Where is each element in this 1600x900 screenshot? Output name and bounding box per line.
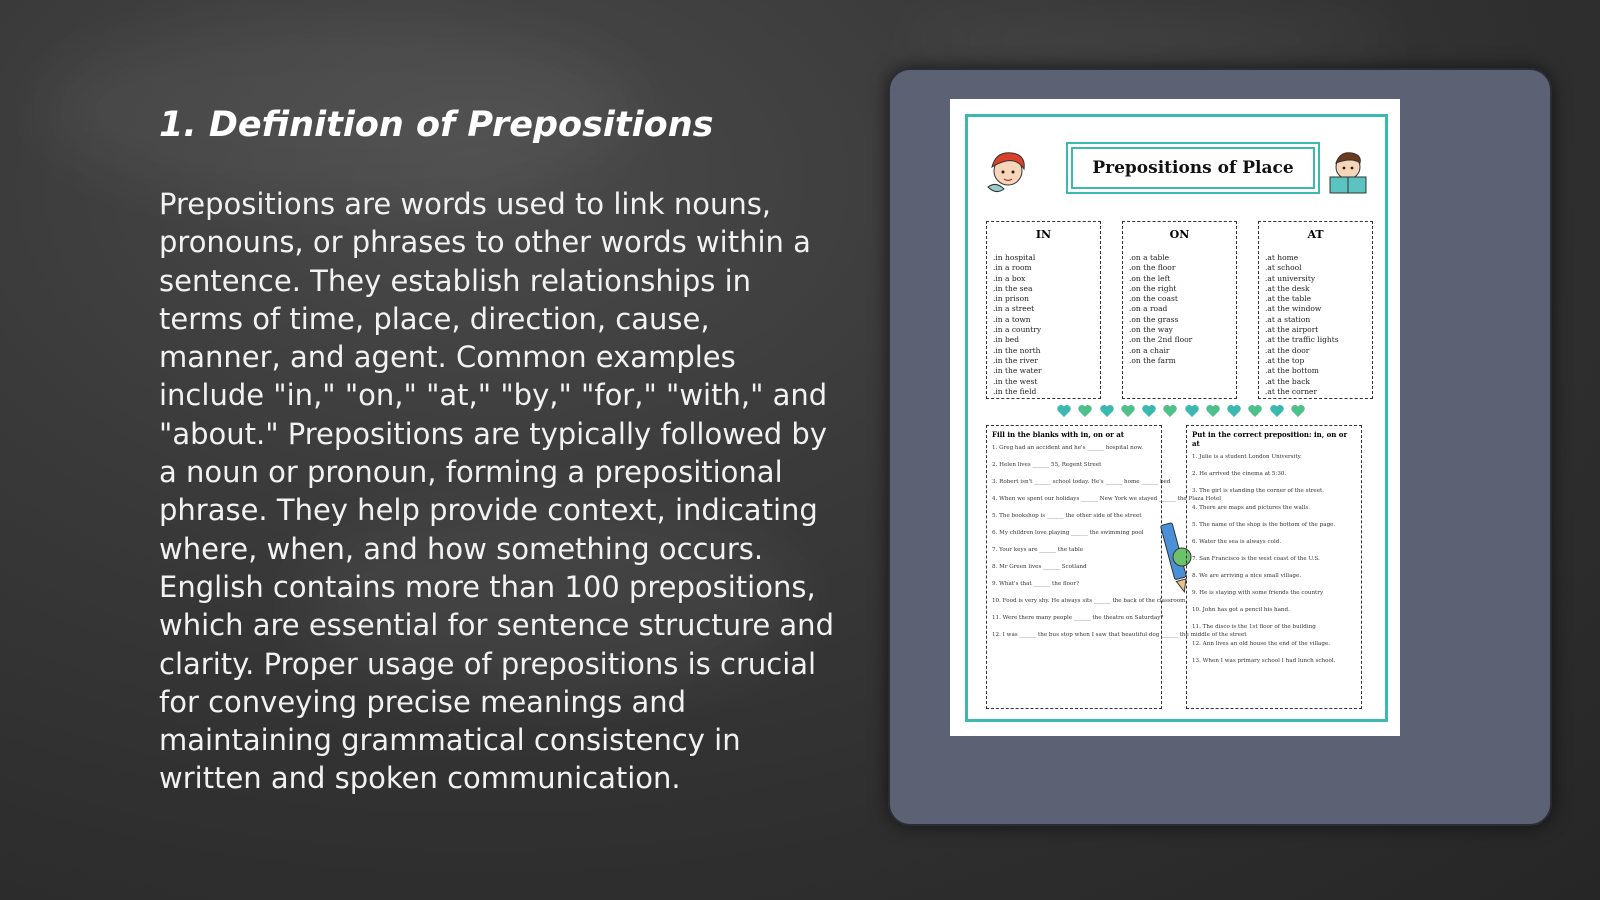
list-item: .on the grass: [1129, 314, 1179, 324]
girl-cartoon-icon: [982, 147, 1034, 199]
exercise-item: 9. He is staying with some friends the country: [1192, 590, 1324, 596]
exercise-item: 11. Were there many people ______ the theatre on Saturday?: [992, 615, 1164, 621]
exercise-item: 10. John has got a pencil his hand.: [1192, 607, 1290, 613]
list-item: .in the north: [993, 345, 1041, 355]
column-in: [986, 221, 1101, 399]
list-item: .at university: [1265, 273, 1316, 283]
exercise-item: 3. The girl is standing the corner of the street.: [1192, 488, 1325, 494]
list-item: .in hospital: [993, 253, 1036, 262]
exercise-item: 12. Ann lives an old house the end of the village.: [1192, 641, 1331, 647]
list-item: .at the desk: [1265, 283, 1310, 293]
heart-icon: [1205, 403, 1221, 419]
heart-icon: [1269, 403, 1285, 419]
list-item: .at the door: [1265, 345, 1310, 355]
column-heading: IN: [1035, 228, 1052, 241]
list-item: .at the table: [1265, 294, 1312, 304]
exercise-correct-preposition: [1186, 425, 1362, 709]
list-item: .on the floor: [1129, 263, 1176, 273]
column-on: [1122, 221, 1237, 399]
list-item: .in the field: [993, 386, 1037, 396]
heart-icon: [1099, 403, 1115, 419]
list-item: .in the water: [993, 366, 1042, 376]
exercise-heading: Put in the correct preposition: in, on or at: [1192, 430, 1348, 448]
exercise-item: 1. Greg had an accident and he's ______ hospital now.: [992, 445, 1144, 451]
exercise-item: 5. The bookshop is ______ the other side of the street: [992, 513, 1142, 519]
list-item: .in the west: [993, 376, 1038, 386]
heart-icon: [1162, 403, 1178, 419]
heart-icon: [1056, 403, 1072, 419]
worksheet-title: Prepositions of Place: [1066, 142, 1320, 194]
list-item: .on the farm: [1129, 355, 1176, 365]
exercise-item: 7. Your keys are ______ the table: [992, 547, 1084, 553]
list-item: .at home: [1265, 253, 1299, 262]
list-item: .on the 2nd floor: [1129, 335, 1193, 345]
slide-paragraph: Prepositions are words used to link nouns, pronouns, or phrases to other words within a sentence. They establish relationships in terms of time, place, direction, cause, manner, and agent. Common examples include "in," "on," "at," "by," "for," "with," and "about." Prepositions are typically followed by a noun or pronoun, forming a prepositional phrase. They help provide context, indicating where, when, and how something occurs. English contains more than 100 prepositions, which are essential for sentence structure and clarity. Proper usage of prepositions is crucial for conveying precise meanings and maintaining grammatical consistency in written and spoken communication.: [159, 187, 834, 796]
list-item: .on the left: [1129, 273, 1171, 283]
exercise-item: 12. I was ______ the bus stop when I saw that beautiful dog ______ the middle of the street: [992, 632, 1247, 638]
list-item: .at the airport: [1265, 325, 1319, 335]
exercise-item: 11. The disco is the 1st floor of the building: [1192, 624, 1316, 630]
list-item: .on a table: [1129, 253, 1170, 262]
list-item: .on the way: [1129, 325, 1173, 335]
list-item: .on the right: [1129, 283, 1177, 293]
column-heading: ON: [1169, 228, 1190, 241]
list-item: .at the corner: [1265, 386, 1318, 396]
list-item: .in the river: [993, 355, 1038, 365]
list-item: .at the window: [1265, 304, 1322, 314]
worksheet-border: [965, 114, 1388, 722]
boy-reading-icon: [1322, 147, 1374, 199]
slide-heading: 1. Definition of Prepositions: [159, 105, 714, 145]
exercise-item: 2. He arrived the cinema at 5:30.: [1192, 471, 1287, 477]
exercise-item: 6. My children love playing ______ the swimming pool: [992, 530, 1144, 536]
list-item: .in a box: [993, 273, 1026, 283]
exercise-item: 1. Julie is a student London University.: [1192, 454, 1302, 460]
exercise-item: 4. There are maps and pictures the walls.: [1192, 505, 1311, 511]
list-item: .at school: [1265, 263, 1302, 273]
heart-icon: [1120, 403, 1136, 419]
list-item: .in a country: [993, 325, 1042, 335]
worksheet-image: [950, 99, 1400, 736]
heart-icon: [1247, 403, 1263, 419]
list-item: .at the bottom: [1265, 366, 1319, 376]
list-item: .in a street: [993, 304, 1035, 314]
heart-icon: [1141, 403, 1157, 419]
list-item: .on a road: [1129, 304, 1168, 314]
exercise-item: 2. Helen lives ______ 55, Regent Street: [992, 462, 1102, 468]
list-item: .on the coast: [1129, 294, 1178, 304]
exercise-item: 6. Water the sea is always cold.: [1192, 539, 1282, 545]
list-item: .in prison: [993, 294, 1029, 304]
exercise-item: 10. Food is very shy. He always sits ______ the back of the classroom: [992, 598, 1186, 604]
heart-icon: [1226, 403, 1242, 419]
exercise-item: 7. San Francisco is the west coast of the U.S.: [1192, 556, 1320, 562]
exercise-item: 5. The name of the shop is the bottom of the page.: [1192, 522, 1336, 528]
exercise-item: 9. What's that ______ the floor?: [992, 581, 1080, 587]
list-item: .at a station: [1265, 314, 1311, 324]
exercise-item: 4. When we spent our holidays ______ New York we stayed ______ the Plaza Hotel: [992, 496, 1222, 502]
exercise-item: 3. Robert isn't ______ school today. He's ______ home ______ bed: [992, 479, 1171, 485]
exercise-item: 13. When I was primary school I had lunch school.: [1192, 658, 1336, 664]
exercise-item: 8. We are arriving a nice small village.: [1192, 573, 1302, 579]
heart-icon: [1290, 403, 1306, 419]
list-item: .in the sea: [993, 283, 1033, 293]
exercise-item: 8. Mr Green lives ______ Scotland: [992, 564, 1087, 570]
list-item: .at the traffic lights: [1265, 335, 1339, 345]
list-item: .on a chair: [1129, 345, 1170, 355]
list-item: .in bed: [993, 335, 1020, 345]
column-at: [1258, 221, 1373, 399]
list-item: .in a town: [993, 314, 1031, 324]
column-heading: AT: [1307, 228, 1324, 241]
list-item: .at the top: [1265, 355, 1305, 365]
list-item: .at the back: [1265, 376, 1310, 386]
list-item: .in a room: [993, 263, 1032, 273]
heart-icon: [1184, 403, 1200, 419]
heart-divider: [1056, 403, 1306, 421]
heart-icon: [1077, 403, 1093, 419]
exercise-heading: Fill in the blanks with in, on or at: [992, 430, 1125, 439]
